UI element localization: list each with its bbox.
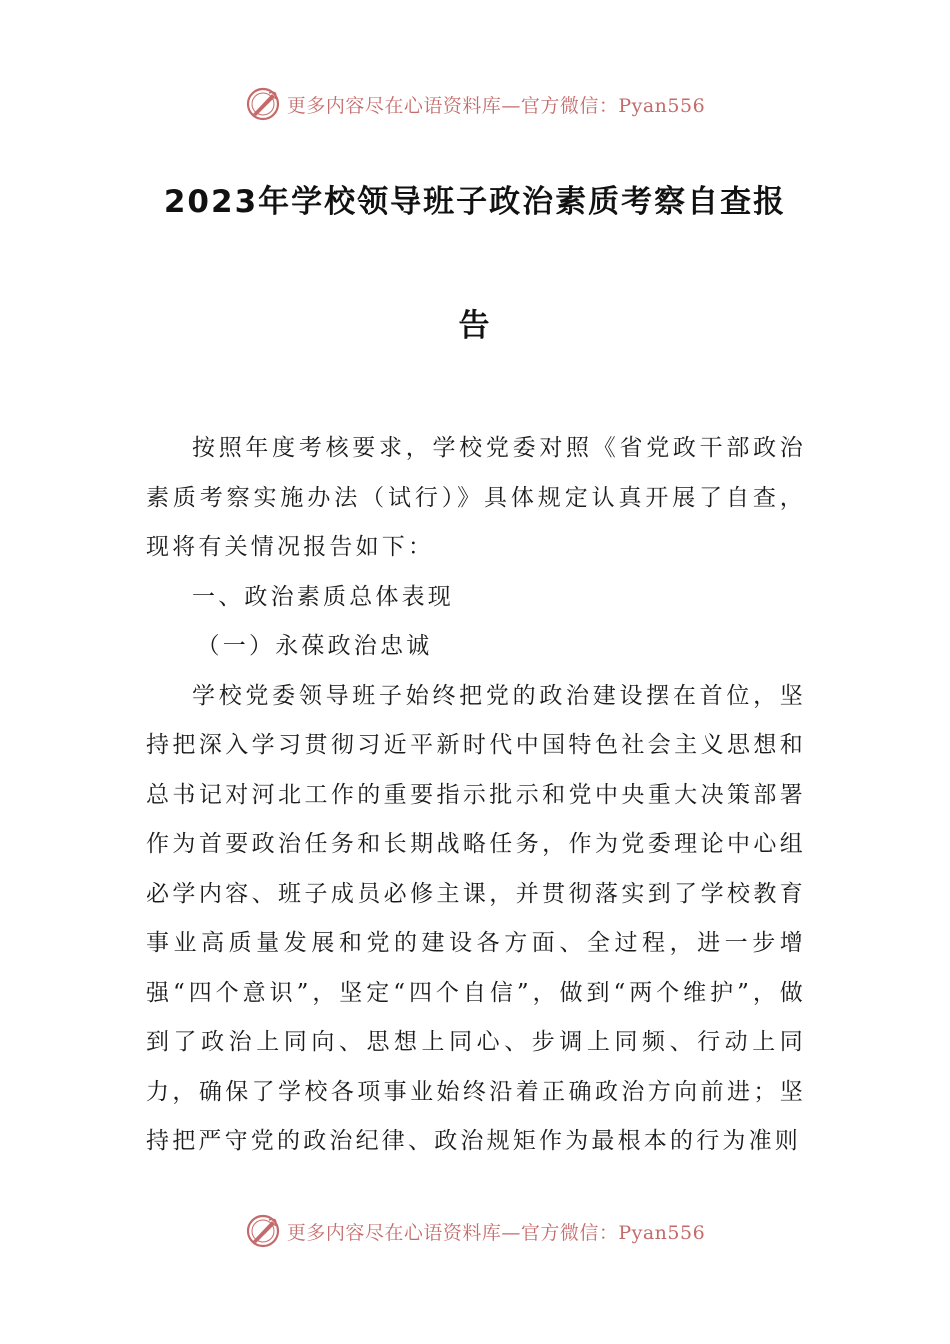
watermark-banner-top — [0, 82, 950, 126]
watermark-banner-bottom — [0, 1209, 950, 1253]
section-heading: 一、政治素质总体表现 — [192, 583, 454, 610]
intro-paragraph: 按照年度考核要求，学校党委对照《省党政干部政治素质考察实施办法（试行）》具体规定认真开展了自查，现将有关情况报告如下： — [146, 435, 806, 560]
quill-seal-icon — [245, 1213, 281, 1249]
document-title-line-2: 告 — [458, 308, 492, 344]
watermark-text: 更多内容尽在心语资料库—官方微信：Pyan556 — [286, 1221, 706, 1244]
watermark-text: 更多内容尽在心语资料库—官方微信：Pyan556 — [286, 94, 706, 117]
document-title-line-1: 2023年学校领导班子政治素质考察自查报 — [163, 184, 787, 220]
document-body — [146, 424, 806, 1167]
quill-seal-icon — [245, 86, 281, 122]
body-paragraph: 学校党委领导班子始终把党的政治建设摆在首位，坚持把深入学习贯彻习近平新时代中国特色社会主义思想和总书记对河北工作的重要指示批示和党中央重大决策部署作为首要政治任务和长期战略任务，作为党委理论中心组必学内容、班子成员必修主课，并贯彻落实到了学校教育事业高质量发展和党的建设各方面、全过程，进一步增强“四个意识”，坚定“四个自信”，做到“两个维护”，做到了政治上同向、思想上同心、步调上同频、行动上同力，确保了学校各项事业始终沿着正确政治方向前进；坚持把严守党的政治纪律、政治规矩作为最根本的行为准则 — [146, 682, 806, 1154]
subsection-heading: （一）永葆政治忠诚 — [196, 633, 433, 659]
